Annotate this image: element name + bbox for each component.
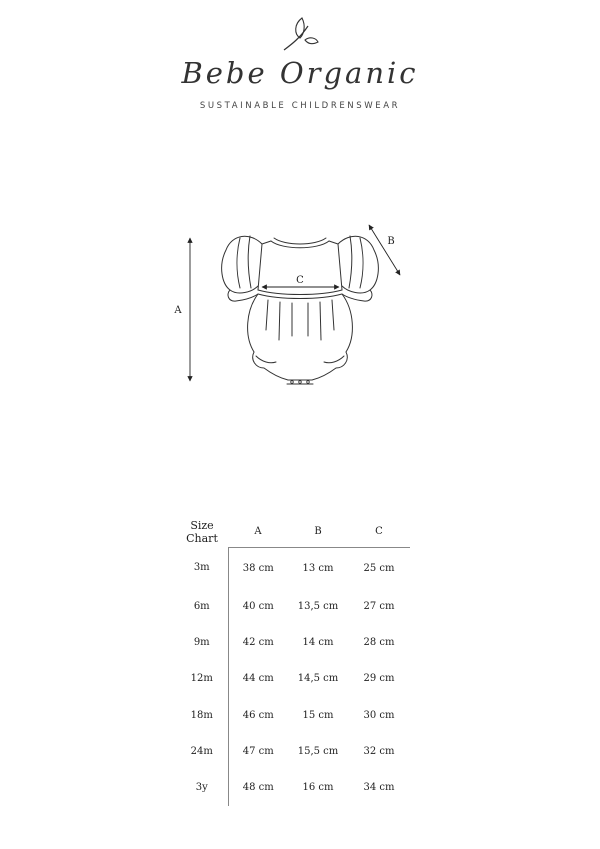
size-chart-table [176, 516, 410, 806]
size-label: 3y [176, 769, 228, 805]
measurement-a: 48 cm [242, 782, 274, 794]
measurement-a: 47 cm [242, 745, 274, 757]
measurement-c: 25 cm [363, 562, 395, 574]
table-row [176, 733, 410, 769]
measurement-a: 46 cm [242, 709, 274, 721]
measurement-c: 29 cm [363, 673, 395, 685]
size-label: 12m [176, 661, 228, 697]
table-row [176, 548, 410, 589]
measurement-b: 14,5 cm [297, 673, 339, 685]
table-row [176, 769, 410, 805]
measurement-c: 27 cm [363, 600, 395, 612]
romper-outline [222, 236, 379, 384]
measurement-c: 28 cm [363, 636, 395, 648]
table-row [176, 697, 410, 733]
table-row [176, 624, 410, 660]
measurement-a: 42 cm [242, 636, 274, 648]
measurement-a: 44 cm [242, 673, 274, 685]
brand-tagline: SUSTAINABLE CHILDRENSWEAR [199, 101, 401, 111]
size-label: 18m [176, 697, 228, 733]
measurement-b: 14 cm [302, 636, 334, 648]
measurement-c: 30 cm [363, 709, 395, 721]
measurement-b: 15,5 cm [297, 745, 339, 757]
snap-buttons [291, 381, 310, 384]
size-label: 6m [176, 588, 228, 624]
measurement-c: 32 cm [363, 745, 395, 757]
size-chart-header-row [176, 516, 410, 548]
column-header-b: B [288, 516, 348, 548]
size-label: 24m [176, 733, 228, 769]
dimension-b-label: B [387, 236, 395, 247]
brand-name: Bebe Organic [181, 56, 419, 90]
measurement-b: 13,5 cm [297, 600, 339, 612]
table-row [176, 661, 410, 697]
measurement-c: 34 cm [363, 782, 395, 794]
dimension-a-label: A [174, 305, 182, 316]
measurement-b: 15 cm [302, 709, 334, 721]
column-header-c: C [348, 516, 410, 548]
column-header-a: A [228, 516, 288, 548]
size-chart-corner-label: Size Chart [186, 518, 218, 545]
dimension-c-label: C [296, 275, 304, 286]
size-label: 9m [176, 624, 228, 660]
size-label: 3m [176, 548, 228, 589]
measurement-b: 16 cm [302, 782, 334, 794]
table-row [176, 588, 410, 624]
measurement-a: 40 cm [242, 600, 274, 612]
measurement-a: 38 cm [242, 562, 274, 574]
measurement-b: 13 cm [302, 562, 334, 574]
